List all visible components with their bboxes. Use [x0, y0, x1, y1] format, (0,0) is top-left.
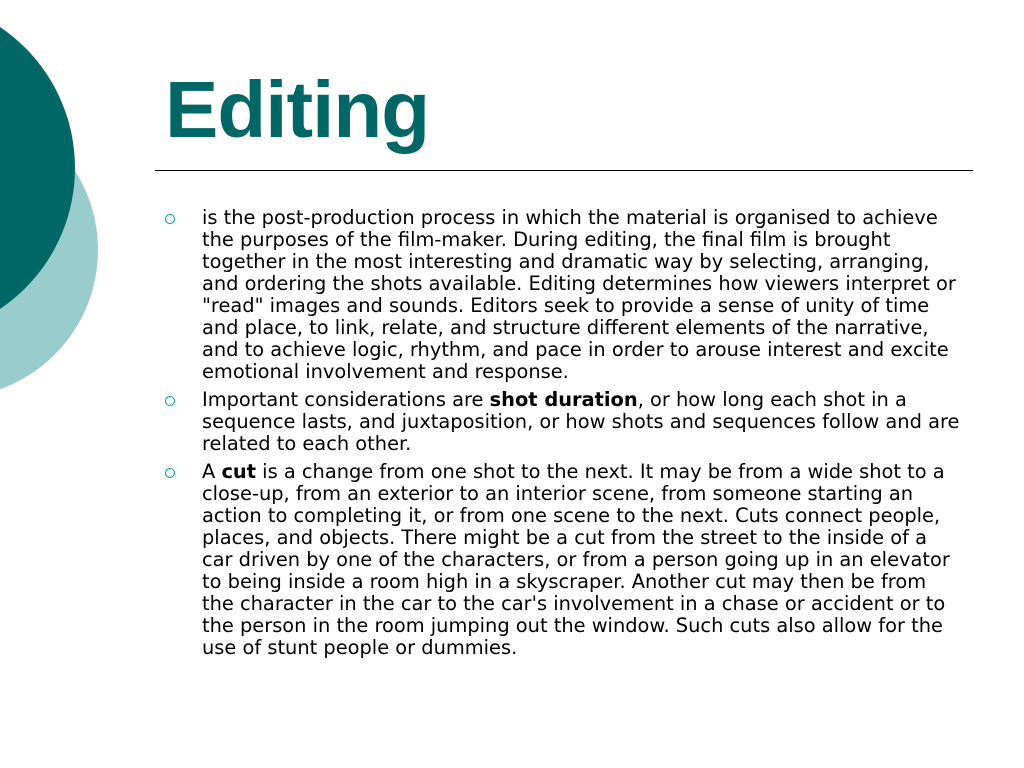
- hollow-circle-icon: [165, 396, 175, 406]
- bullet-list: [163, 207, 963, 665]
- bullet-text-after: , or how long each shot in a sequence lasts, and juxtaposition, or how shots and sequences follow and are related to each other.: [202, 388, 960, 455]
- bullet-item-shot-duration: [163, 389, 963, 455]
- slide-title: Editing: [165, 65, 430, 154]
- bullet-bold-term: cut: [221, 460, 257, 483]
- hollow-circle-icon: [165, 468, 175, 478]
- bullet-item-cut: [163, 461, 963, 659]
- bullet-text: is the post-production process in which the material is organised to achieve the purposes of the film-maker. During editing, the final film is brought together in the most interesting and dramatic way by selecting, arranging, and ordering the shots available. Editing determines how viewers interpret or "read" images and sounds. Editors seek to provide a sense of unity of time and place, to link, relate, and structure different elements of the narrative, and to achieve logic, rhythm, and pace in order to arouse interest and excite emotional involvement and response.: [202, 206, 956, 383]
- decorative-circles: [0, 0, 110, 420]
- bullet-text-before: Important considerations are: [202, 388, 490, 411]
- bullet-bold-term: shot duration: [489, 388, 638, 411]
- bullet-item-editing-definition: [163, 207, 963, 383]
- title-divider: [155, 170, 973, 171]
- bullet-text-before: A: [202, 460, 222, 483]
- hollow-circle-icon: [165, 214, 175, 224]
- bullet-text-after: is a change from one shot to the next. It may be from a wide shot to a close-up, from an exterior to an interior scene, from someone starting an action to completing it, or from one scene to the next. Cuts connect people, places, and objects. There might be a cut from the street to the inside of a car driven by one of the characters, or from a person going up in an elevator to being inside a room high in a skyscraper. Another cut may then be from the character in the car to the car's involvement in a chase or accident or to the person in the room jumping out the window. Such cuts also allow for the use of stunt people or dummies.: [202, 460, 950, 659]
